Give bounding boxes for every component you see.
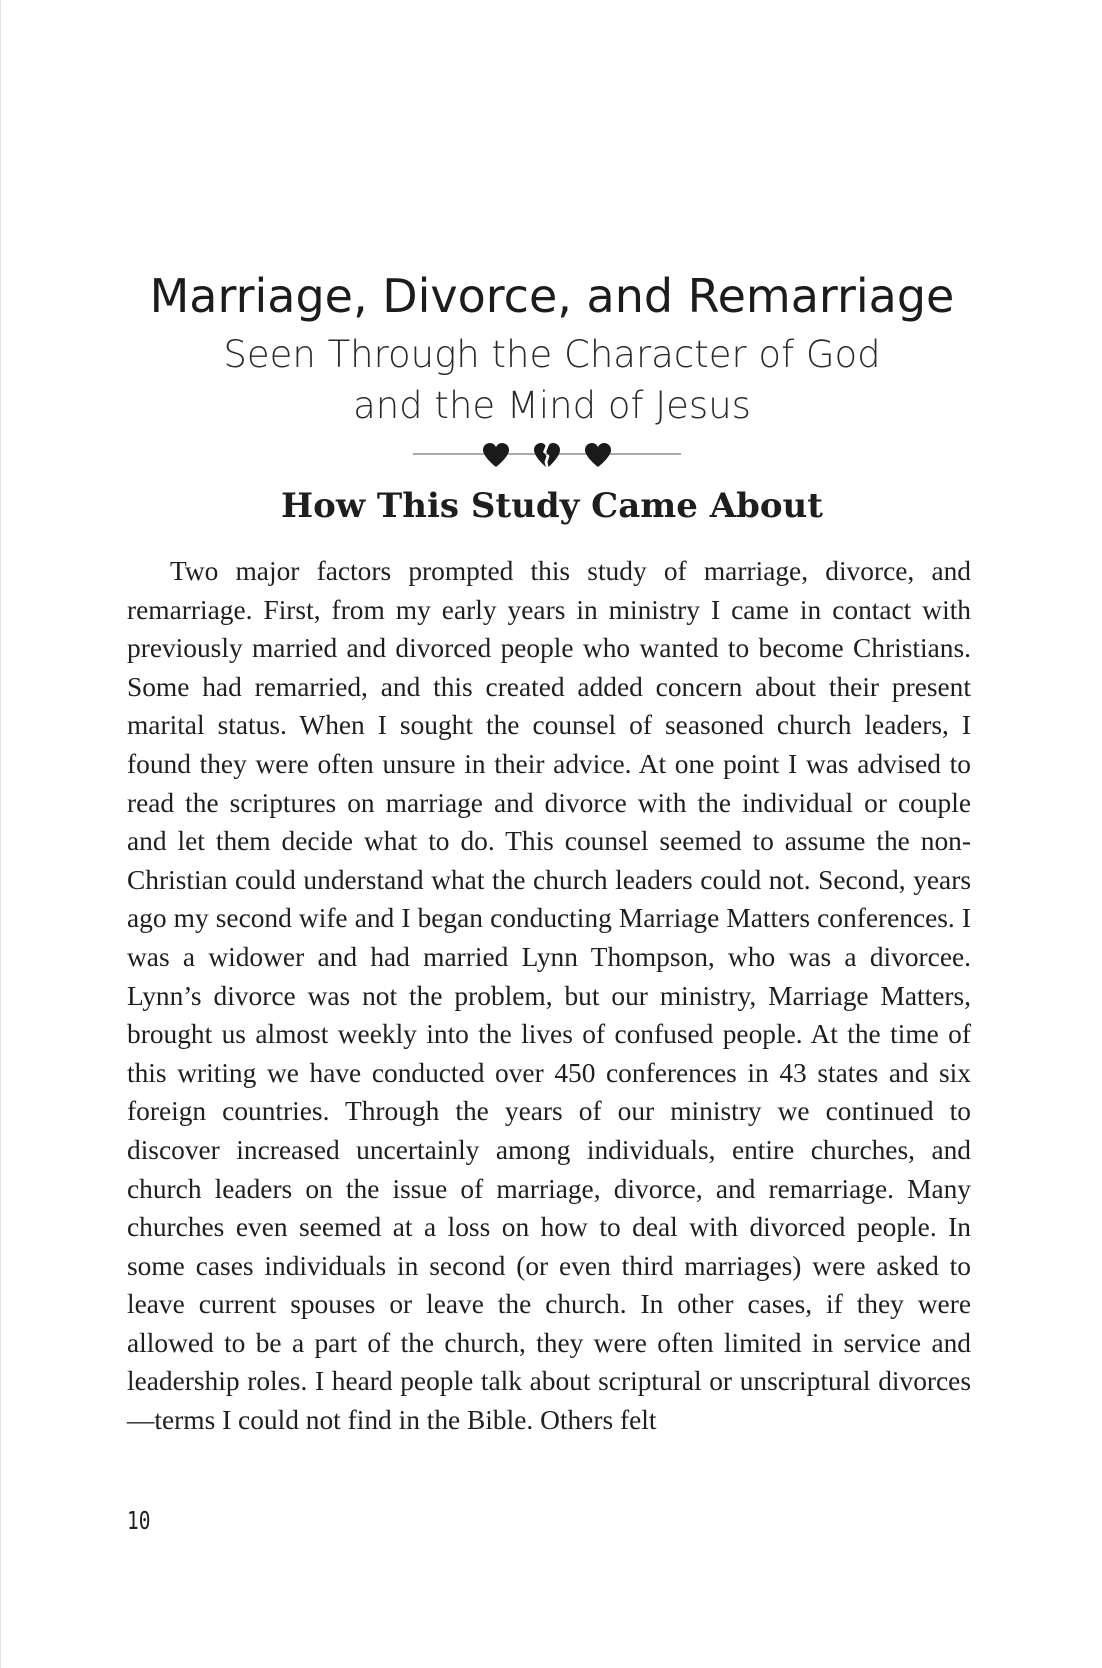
heart-ornament-divider [413, 440, 681, 468]
chapter-title: Marriage, Divorce, and Remarriage [149, 269, 955, 323]
body-paragraph: Two major factors prompted this study of marriage, divorce, and remarriage. First, from my early years in ministry I came in contact with previously married and divorced people who wanted to become Christians. Some had remarried, and this created added concern about their present marital status. When I sought the counsel of seasoned church leaders, I found they were often unsure in their advice. At one point I was advised to read the scriptures on marriage and divorce with the individual or couple and let them decide what to do. This counsel seemed to assume the non-Christian could understand what the church leaders could not. Second, years ago my second wife and I began conducting Marriage Matters conferences. I was a widower and had married Lynn Thompson, who was a divorcee. Lynn’s divorce was not the problem, but our ministry, Marriage Matters, brought us almost weekly into the lives of confused people. At the time of this writing we have conducted over 450 conferences in 43 states and six foreign countries. Through the years of our ministry we continued to discover increased uncertainly among individuals, entire churches, and church leaders on the issue of marriage, divorce, and remarriage. Many churches even seemed at a loss on how to deal with divorced people. In some cases individuals in second (or even third marriages) were asked to leave current spouses or leave the church. In other cases, if they were allowed to be a part of the church, they were often limited in service and leadership roles. I heard people talk about scriptural or unscriptural divorces—terms I could not find in the Bible. Others felt [127, 556, 971, 1436]
chapter-subtitle-line-1: Seen Through the Character of God [223, 333, 881, 376]
heart-icon [483, 443, 509, 467]
chapter-subtitle-line-2: and the Mind of Jesus [353, 384, 751, 427]
broken-heart-icon [534, 443, 560, 467]
section-heading: How This Study Came About [281, 486, 823, 526]
heart-icon [585, 443, 611, 467]
page-number: 10 [127, 1506, 151, 1535]
